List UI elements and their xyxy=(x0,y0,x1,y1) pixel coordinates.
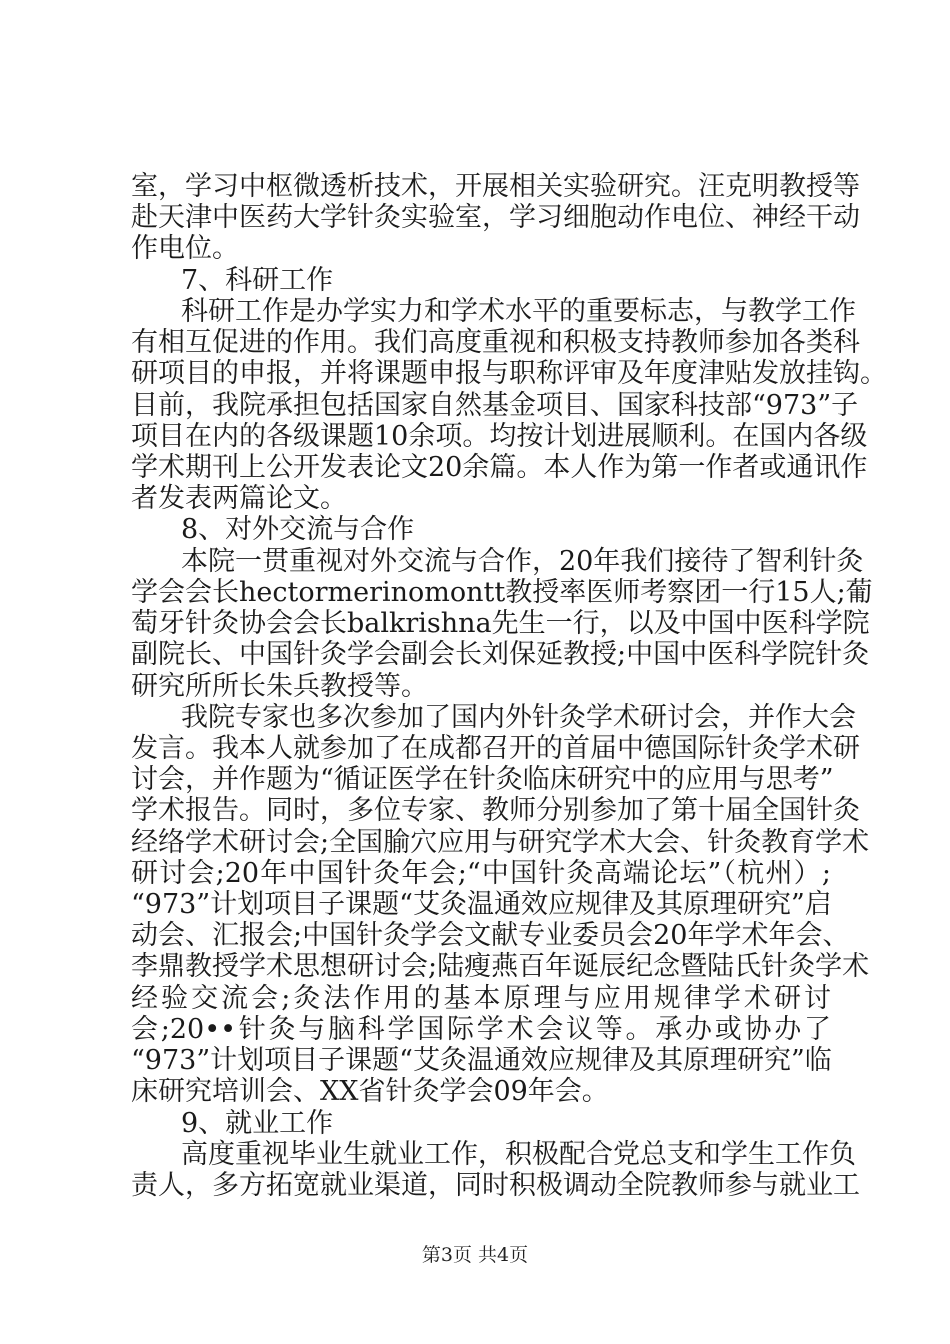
body-line: 学会会长hectormerinomontt教授率医师考察团一行15人;葡 xyxy=(131,577,873,608)
body-line: 萄牙针灸协会会长balkrishna先生一行，以及中国中医科学院 xyxy=(131,608,870,639)
body-line: 李鼎教授学术思想研讨会;陆瘦燕百年诞辰纪念暨陆氏针灸学术 xyxy=(131,951,870,982)
body-line: 动会、汇报会;中国针灸学会文献专业委员会20年学术年会、 xyxy=(131,920,850,951)
body-line: 副院长、中国针灸学会副会长刘保延教授;中国中医科学院针灸 xyxy=(131,639,870,670)
body-line: 责人，多方拓宽就业渠道，同时积极调动全院教师参与就业工 xyxy=(131,1170,860,1201)
body-line: 经络学术研讨会;全国腧穴应用与研究学术大会、针灸教育学术 xyxy=(131,827,870,858)
body-line: 经验交流会;灸法作用的基本原理与应用规律学术研讨 xyxy=(131,983,831,1014)
section-heading: 9、就业工作 xyxy=(181,1108,334,1139)
body-line: 目前，我院承担包括国家自然基金项目、国家科技部“973”子 xyxy=(131,390,859,421)
section-heading: 7、科研工作 xyxy=(181,265,334,296)
paragraph-first-line: 科研工作是办学实力和学术水平的重要标志，与教学工作 xyxy=(181,296,856,327)
body-line: 学术报告。同时，多位专家、教师分别参加了第十届全国针灸 xyxy=(131,795,860,826)
body-line: 研讨会;20年中国针灸年会;“中国针灸高端论坛”（杭州）; xyxy=(131,858,831,889)
body-line: “973”计划项目子课题“艾灸温通效应规律及其原理研究”启 xyxy=(131,889,832,920)
body-line: 研究所所长朱兵教授等。 xyxy=(131,671,428,702)
body-line: 项目在内的各级课题10余项。均按计划进展顺利。在国内各级 xyxy=(131,421,868,452)
body-line: 室，学习中枢微透析技术，开展相关实验研究。汪克明教授等 xyxy=(131,171,860,202)
page-number-footer: 第3页 共4页 xyxy=(421,1244,529,1266)
body-line: 发言。我本人就参加了在成都召开的首届中德国际针灸学术研 xyxy=(131,733,860,764)
paragraph-first-line: 本院一贯重视对外交流与合作，20年我们接待了智利针灸 xyxy=(181,546,864,577)
body-line: 作电位。 xyxy=(131,233,239,264)
body-line: 会;20••针灸与脑科学国际学术会议等。承办或协办了 xyxy=(131,1014,831,1045)
body-line: 床研究培训会、XX省针灸学会09年会。 xyxy=(131,1076,609,1107)
paragraph-first-line: 我院专家也多次参加了国内外针灸学术研讨会，并作大会 xyxy=(181,702,856,733)
body-line: 讨会，并作题为“循证医学在针灸临床研究中的应用与思考” xyxy=(131,764,834,795)
body-line: 有相互促进的作用。我们高度重视和积极支持教师参加各类科 xyxy=(131,327,860,358)
body-line: 学术期刊上公开发表论文20余篇。本人作为第一作者或通讯作 xyxy=(131,452,868,483)
body-line: 赴天津中医药大学针灸实验室，学习细胞动作电位、神经干动 xyxy=(131,202,860,233)
body-line: 研项目的申报，并将课题申报与职称评审及年度津贴发放挂钩。 xyxy=(131,358,887,389)
paragraph-first-line: 高度重视毕业生就业工作，积极配合党总支和学生工作负 xyxy=(181,1139,856,1170)
body-line: 者发表两篇论文。 xyxy=(131,483,347,514)
body-line: “973”计划项目子课题“艾灸温通效应规律及其原理研究”临 xyxy=(131,1045,832,1076)
section-heading: 8、对外交流与合作 xyxy=(181,514,415,545)
